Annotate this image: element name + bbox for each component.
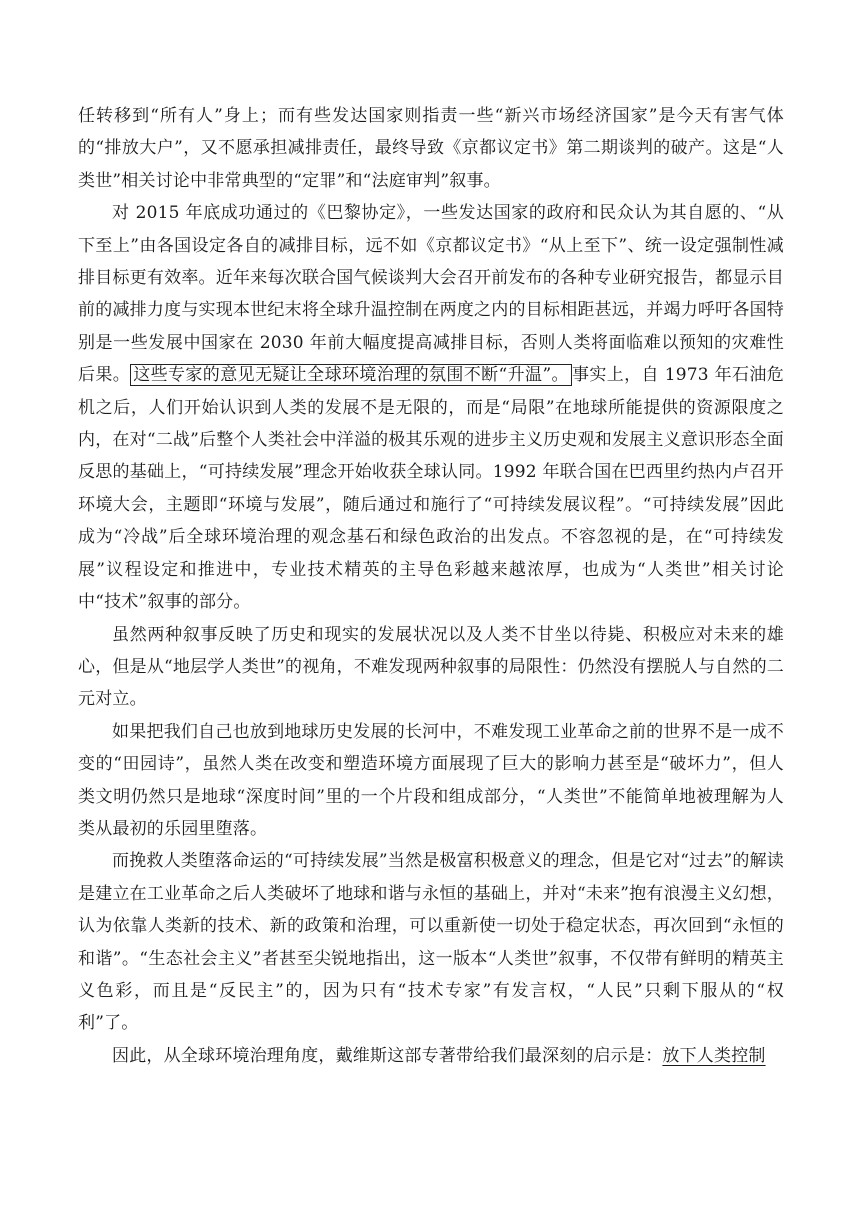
paragraph-5 — [78, 845, 784, 1039]
paragraph-2 — [78, 197, 784, 618]
paragraph-3-text: 虽然两种叙事反映了历史和现实的发展状况以及人类不甘坐以待毙、积极应对未来的雄心，但是从“地层学人类世”的视角，不难发现两种叙事的局限性：仍然没有摆脱人与自然的二元对立。 — [78, 624, 784, 710]
paragraph-4-text: 如果把我们自己也放到地球历史发展的长河中，不难发现工业革命之前的世界不是一成不变的“田园诗”，虽然人类在改变和塑造环境方面展现了巨大的影响力甚至是“破坏力”，但人类文明仍然只是地球“深度时间”里的一个片段和组成部分，“人类世”不能简单地被理解为人类从最初的乐园里堕落。 — [78, 721, 784, 839]
article-body — [78, 100, 784, 1072]
paragraph-2-text-a: 对 2015 年底成功通过的《巴黎协定》，一些发达国家的政府和民众认为其自愿的、“从下至上”由各国设定各自的减排目标，远不如《京都议定书》“从上至下”、统一设定强制性减排目标更有效率。近年来每次联合国气候谈判大会召开前发布的各种专业研究报告，都显示目前的减排力度与实现本世纪末将全球升温控制在两度之内的目标相距甚远，并竭力呼吁各国特别是一些发展中国家在 2030 年前大幅度提高减排目标，否则人类将面临难以预知的灾难性后果。 — [78, 203, 784, 386]
paragraph-6 — [78, 1040, 784, 1072]
paragraph-6-text: 因此，从全球环境治理角度，戴维斯这部专著带给我们最深刻的启示是： — [112, 1045, 663, 1066]
paragraph-3 — [78, 619, 784, 716]
paragraph-1-text: 任转移到“所有人”身上；而有些发达国家则指责一些“新兴市场经济国家”是今天有害气体的“排放大户”，又不愿承担减排责任，最终导致《京都议定书》第二期谈判的破产。这是“人类世”相关讨论中非常典型的“定罪”和“法庭审判”叙事。 — [78, 106, 784, 191]
paragraph-4 — [78, 716, 784, 846]
paragraph-5-text: 而挽救人类堕落命运的“可持续发展”当然是极富积极意义的理念，但是它对“过去”的解读是建立在工业革命之后人类破坏了地球和谐与永恒的基础上，并对“未来”抱有浪漫主义幻想，认为依靠人类新的技术、新的政策和治理，可以重新使一切处于稳定状态，再次回到“永恒的和谐”。“生态社会主义”者甚至尖锐地指出，这一版本“人类世”叙事，不仅带有鲜明的精英主义色彩，而且是“反民主”的，因为只有“技术专家”有发言权，“人民”只剩下服从的“权利”了。 — [78, 851, 784, 1034]
paragraph-2-text-b: 事实上，自 1973 年石油危机之后，人们开始认识到人类的发展不是无限的，而是“局限”在地球所能提供的资源限度之内，在对“二战”后整个人类社会中洋溢的极其乐观的进步主义历史观和发展主义意识形态全面反思的基础上，“可持续发展”理念开始收获全球认同。1992 年联合国在巴西里约热内卢召开环境大会，主题即“环境与发展”，随后通过和施行了“可持续发展议程”。“可持续发展”因此成为“冷战”后全球环境治理的观念基石和绿色政治的出发点。不容忽视的是，在“可持续发展”议程设定和推进中，专业技术精英的主导色彩越来越浓厚，也成为“人类世”相关讨论中“技术”叙事的部分。 — [78, 365, 784, 613]
underlined-phrase: 放下人类控制 — [662, 1045, 766, 1066]
boxed-sentence: 这些专家的意见无疑让全球环境治理的氛围不断“升温”。 — [130, 364, 572, 386]
paragraph-1 — [78, 100, 784, 197]
